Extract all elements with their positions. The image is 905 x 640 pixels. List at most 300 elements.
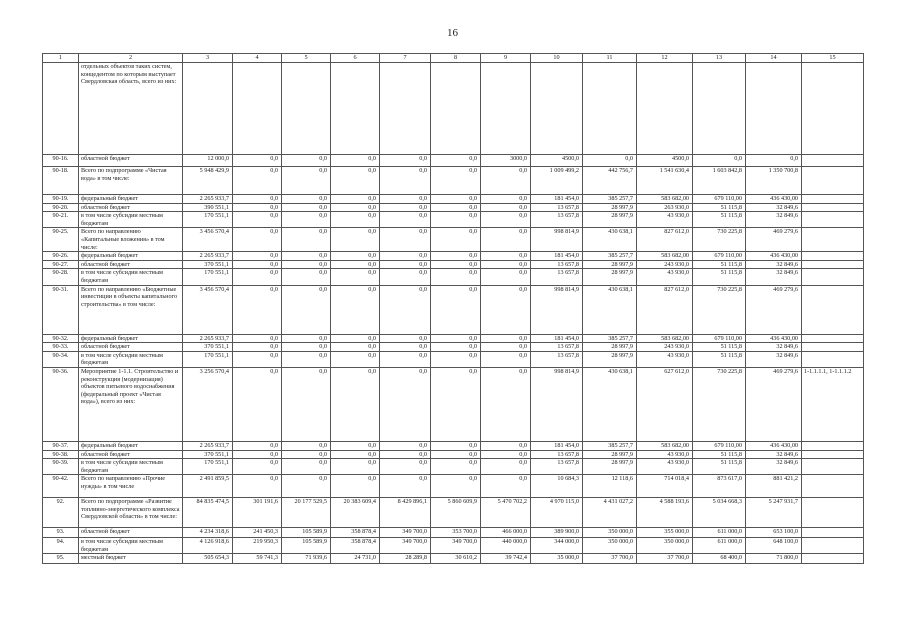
value-cell: 51 115,8	[693, 269, 746, 285]
table-row	[43, 367, 864, 441]
value-cell: 349 700,0	[431, 538, 481, 554]
value-cell: 0,0	[233, 367, 282, 441]
value-cell: 998 814,9	[531, 228, 583, 252]
value-cell: 0,0	[481, 285, 531, 334]
reference-cell	[802, 167, 864, 195]
value-cell: 37 700,0	[583, 554, 637, 564]
value-cell: 0,0	[282, 343, 331, 352]
value-cell: 0,0	[282, 252, 331, 261]
reference-cell	[802, 351, 864, 367]
value-cell: 350 000,0	[637, 538, 693, 554]
value-cell: 39 742,4	[481, 554, 531, 564]
value-cell: 827 612,0	[637, 285, 693, 334]
table-row	[43, 252, 864, 261]
row-number-cell: 90-33.	[43, 343, 79, 352]
value-cell: 0,0	[431, 252, 481, 261]
reference-cell	[802, 528, 864, 538]
value-cell: 0,0	[481, 228, 531, 252]
reference-cell	[802, 269, 864, 285]
row-label-cell: в том числе субсидии местным бюджетам	[79, 351, 183, 367]
value-cell: 0,0	[431, 343, 481, 352]
row-label-cell: федеральный бюджет	[79, 441, 183, 450]
table-row	[43, 155, 864, 167]
value-cell: 43 930,0	[637, 450, 693, 459]
value-cell: 353 700,0	[431, 528, 481, 538]
table-header-row	[43, 54, 864, 63]
value-cell: 0,0	[380, 285, 431, 334]
row-number-cell: 90-18.	[43, 167, 79, 195]
value-cell: 627 612,0	[637, 367, 693, 441]
value-cell: 24 731,0	[331, 554, 380, 564]
row-label-cell: федеральный бюджет	[79, 252, 183, 261]
value-cell: 0,0	[380, 475, 431, 498]
value-cell: 679 110,00	[693, 334, 746, 343]
value-cell: 385 257,7	[583, 252, 637, 261]
value-cell: 32 849,6	[746, 212, 802, 228]
value-cell: 344 000,0	[531, 538, 583, 554]
value-cell: 2 265 933,7	[183, 252, 233, 261]
value-cell: 0,0	[331, 228, 380, 252]
row-label-cell: Всего по направлению «Прочие нужды» в том числе	[79, 475, 183, 498]
value-cell: 0,0	[233, 195, 282, 204]
header-cell: 9	[481, 54, 531, 63]
value-cell: 0,0	[282, 167, 331, 195]
value-cell: 4500,0	[637, 155, 693, 167]
reference-cell	[802, 475, 864, 498]
reference-cell	[802, 459, 864, 475]
value-cell: 350 000,0	[583, 538, 637, 554]
value-cell: 3 456 570,4	[183, 228, 233, 252]
value-cell: 430 638,1	[583, 367, 637, 441]
value-cell: 43 930,0	[637, 351, 693, 367]
value-cell: 28 997,9	[583, 343, 637, 352]
value-cell: 0,0	[233, 203, 282, 212]
value-cell: 350 000,0	[583, 528, 637, 538]
value-cell: 0,0	[431, 367, 481, 441]
reference-cell	[802, 538, 864, 554]
table-row	[43, 528, 864, 538]
value-cell: 1 541 630,4	[637, 167, 693, 195]
value-cell: 13 657,8	[531, 212, 583, 228]
value-cell: 0,0	[380, 367, 431, 441]
header-cell: 7	[380, 54, 431, 63]
value-cell: 12 118,6	[583, 475, 637, 498]
value-cell: 28 997,9	[583, 351, 637, 367]
reference-cell	[802, 343, 864, 352]
value-cell: 998 814,9	[531, 367, 583, 441]
reference-cell	[802, 441, 864, 450]
row-label-cell: областной бюджет	[79, 343, 183, 352]
table-row	[43, 343, 864, 352]
value-cell: 0,0	[431, 450, 481, 459]
reference-cell	[802, 195, 864, 204]
value-cell: 2 265 933,7	[183, 195, 233, 204]
value-cell: 0,0	[331, 459, 380, 475]
value-cell: 28 997,9	[583, 269, 637, 285]
value-cell	[531, 63, 583, 155]
value-cell: 4 588 193,6	[637, 498, 693, 528]
value-cell: 2 491 859,5	[183, 475, 233, 498]
value-cell: 0,0	[331, 285, 380, 334]
value-cell	[693, 63, 746, 155]
value-cell: 243 930,0	[637, 343, 693, 352]
value-cell: 59 741,3	[233, 554, 282, 564]
value-cell: 0,0	[233, 285, 282, 334]
value-cell: 0,0	[282, 260, 331, 269]
value-cell: 385 257,7	[583, 441, 637, 450]
value-cell: 263 930,0	[637, 203, 693, 212]
value-cell: 13 657,8	[531, 351, 583, 367]
value-cell: 385 257,7	[583, 334, 637, 343]
value-cell	[331, 63, 380, 155]
row-number-cell: 90-26.	[43, 252, 79, 261]
value-cell: 0,0	[481, 351, 531, 367]
row-label-cell: Мероприятие 1-1.1. Строительство и реконструкция (модернизация) объектов питьевого водоснабжения (федеральный проект «Чистая вода»), всего из них:	[79, 367, 183, 441]
page-number: 16	[447, 27, 458, 39]
value-cell: 0,0	[282, 367, 331, 441]
value-cell: 0,0	[233, 212, 282, 228]
value-cell: 0,0	[331, 252, 380, 261]
value-cell: 0,0	[233, 155, 282, 167]
value-cell: 881 421,2	[746, 475, 802, 498]
value-cell: 1 009 499,2	[531, 167, 583, 195]
value-cell: 0,0	[282, 441, 331, 450]
value-cell: 0,0	[431, 269, 481, 285]
reference-cell	[802, 252, 864, 261]
header-cell: 1	[43, 54, 79, 63]
value-cell: 43 930,0	[637, 269, 693, 285]
header-cell: 6	[331, 54, 380, 63]
value-cell: 0,0	[331, 167, 380, 195]
value-cell: 370 551,1	[183, 343, 233, 352]
row-number-cell: 90-39.	[43, 459, 79, 475]
value-cell: 0,0	[331, 450, 380, 459]
value-cell: 679 110,00	[693, 252, 746, 261]
header-cell: 13	[693, 54, 746, 63]
value-cell: 28 997,9	[583, 203, 637, 212]
value-cell	[282, 63, 331, 155]
value-cell: 0,0	[233, 343, 282, 352]
table-row	[43, 260, 864, 269]
value-cell: 2 265 933,7	[183, 334, 233, 343]
value-cell: 13 657,8	[531, 450, 583, 459]
value-cell: 0,0	[331, 441, 380, 450]
value-cell: 71 800,0	[746, 554, 802, 564]
table-row	[43, 269, 864, 285]
value-cell: 0,0	[233, 334, 282, 343]
value-cell: 28 997,9	[583, 459, 637, 475]
value-cell: 13 657,8	[531, 203, 583, 212]
row-label-cell: в том числе субсидии местным бюджетам	[79, 269, 183, 285]
value-cell: 469 279,6	[746, 285, 802, 334]
row-number-cell: 92.	[43, 498, 79, 528]
value-cell: 0,0	[481, 252, 531, 261]
value-cell: 4 234 318,6	[183, 528, 233, 538]
value-cell: 0,0	[282, 212, 331, 228]
value-cell: 51 115,8	[693, 260, 746, 269]
value-cell: 0,0	[282, 203, 331, 212]
table-row	[43, 212, 864, 228]
value-cell: 0,0	[431, 285, 481, 334]
value-cell: 873 617,0	[693, 475, 746, 498]
header-cell: 2	[79, 54, 183, 63]
value-cell: 5 860 609,9	[431, 498, 481, 528]
value-cell: 730 225,8	[693, 367, 746, 441]
value-cell: 0,0	[233, 351, 282, 367]
value-cell: 0,0	[380, 459, 431, 475]
value-cell: 170 551,1	[183, 212, 233, 228]
row-label-cell: отдельных объектов таких систем, концедентом по которым выступает Свердловская область, всего из них:	[79, 63, 183, 155]
value-cell: 0,0	[331, 155, 380, 167]
value-cell: 0,0	[431, 212, 481, 228]
value-cell: 28 997,9	[583, 212, 637, 228]
row-number-cell: 90-38.	[43, 450, 79, 459]
value-cell: 0,0	[331, 269, 380, 285]
row-number-cell: 90-36.	[43, 367, 79, 441]
value-cell: 349 700,0	[380, 528, 431, 538]
value-cell: 0,0	[233, 252, 282, 261]
value-cell: 0,0	[380, 441, 431, 450]
table-row	[43, 441, 864, 450]
value-cell: 51 115,8	[693, 343, 746, 352]
value-cell: 13 657,8	[531, 459, 583, 475]
value-cell: 466 000,0	[481, 528, 531, 538]
reference-cell	[802, 334, 864, 343]
value-cell: 0,0	[431, 195, 481, 204]
value-cell: 0,0	[331, 343, 380, 352]
table-row	[43, 228, 864, 252]
value-cell: 469 279,6	[746, 367, 802, 441]
value-cell: 4500,0	[531, 155, 583, 167]
value-cell: 0,0	[331, 212, 380, 228]
value-cell: 0,0	[431, 351, 481, 367]
budget-table	[42, 53, 864, 564]
value-cell: 5 470 702,2	[481, 498, 531, 528]
value-cell: 0,0	[481, 195, 531, 204]
value-cell: 0,0	[331, 195, 380, 204]
value-cell: 0,0	[380, 155, 431, 167]
value-cell: 0,0	[481, 269, 531, 285]
value-cell: 13 657,8	[531, 343, 583, 352]
value-cell: 71 939,6	[282, 554, 331, 564]
value-cell: 32 849,6	[746, 351, 802, 367]
table-row	[43, 203, 864, 212]
table-row	[43, 63, 864, 155]
value-cell: 0,0	[380, 334, 431, 343]
value-cell: 32 849,6	[746, 203, 802, 212]
value-cell	[746, 63, 802, 155]
value-cell: 0,0	[431, 260, 481, 269]
value-cell: 0,0	[431, 441, 481, 450]
header-cell: 8	[431, 54, 481, 63]
value-cell: 0,0	[331, 475, 380, 498]
value-cell: 0,0	[380, 167, 431, 195]
value-cell: 37 700,0	[637, 554, 693, 564]
value-cell: 181 454,0	[531, 195, 583, 204]
value-cell: 0,0	[331, 203, 380, 212]
row-label-cell: областной бюджет	[79, 528, 183, 538]
value-cell: 4 431 027,2	[583, 498, 637, 528]
header-cell: 12	[637, 54, 693, 63]
value-cell: 0,0	[282, 351, 331, 367]
value-cell: 32 849,6	[746, 459, 802, 475]
value-cell: 0,0	[380, 343, 431, 352]
row-number-cell: 90-20.	[43, 203, 79, 212]
value-cell: 3000,0	[481, 155, 531, 167]
value-cell: 0,0	[431, 155, 481, 167]
reference-cell	[802, 554, 864, 564]
value-cell: 998 814,9	[531, 285, 583, 334]
value-cell: 0,0	[380, 228, 431, 252]
value-cell: 0,0	[331, 367, 380, 441]
value-cell: 181 454,0	[531, 441, 583, 450]
value-cell: 301 191,6	[233, 498, 282, 528]
value-cell: 583 682,00	[637, 334, 693, 343]
row-number-cell: 90-27.	[43, 260, 79, 269]
value-cell: 5 034 668,3	[693, 498, 746, 528]
value-cell: 611 000,0	[693, 538, 746, 554]
table-row	[43, 334, 864, 343]
value-cell: 20 383 609,4	[331, 498, 380, 528]
header-cell: 11	[583, 54, 637, 63]
value-cell: 0,0	[282, 450, 331, 459]
value-cell	[380, 63, 431, 155]
table-row	[43, 450, 864, 459]
table-row	[43, 554, 864, 564]
header-cell: 15	[802, 54, 864, 63]
reference-cell: 1-1.1.1.1, 1-1.1.1.2	[802, 367, 864, 441]
value-cell: 355 000,0	[637, 528, 693, 538]
row-label-cell: областной бюджет	[79, 203, 183, 212]
value-cell: 370 551,1	[183, 260, 233, 269]
value-cell: 827 612,0	[637, 228, 693, 252]
value-cell: 436 430,00	[746, 334, 802, 343]
reference-cell	[802, 260, 864, 269]
row-number-cell: 90-32.	[43, 334, 79, 343]
value-cell: 1 603 842,8	[693, 167, 746, 195]
value-cell: 10 684,3	[531, 475, 583, 498]
value-cell: 440 000,0	[481, 538, 531, 554]
row-label-cell: федеральный бюджет	[79, 334, 183, 343]
header-cell: 14	[746, 54, 802, 63]
row-label-cell: местный бюджет	[79, 554, 183, 564]
value-cell: 2 265 933,7	[183, 441, 233, 450]
value-cell: 181 454,0	[531, 334, 583, 343]
value-cell: 0,0	[233, 260, 282, 269]
row-number-cell: 90-42.	[43, 475, 79, 498]
value-cell: 0,0	[746, 155, 802, 167]
value-cell: 170 551,1	[183, 459, 233, 475]
value-cell: 0,0	[431, 167, 481, 195]
row-label-cell: областной бюджет	[79, 155, 183, 167]
value-cell: 3 456 570,4	[183, 285, 233, 334]
header-cell: 3	[183, 54, 233, 63]
value-cell: 4 126 918,6	[183, 538, 233, 554]
value-cell: 358 878,4	[331, 538, 380, 554]
value-cell: 389 900,0	[531, 528, 583, 538]
value-cell: 0,0	[481, 459, 531, 475]
value-cell: 32 849,6	[746, 450, 802, 459]
value-cell: 0,0	[481, 367, 531, 441]
value-cell: 3 256 570,4	[183, 367, 233, 441]
reference-cell	[802, 212, 864, 228]
value-cell: 241 450,3	[233, 528, 282, 538]
value-cell: 0,0	[331, 351, 380, 367]
value-cell: 370 551,1	[183, 450, 233, 459]
value-cell	[481, 63, 531, 155]
value-cell: 0,0	[282, 228, 331, 252]
row-number-cell: 90-34.	[43, 351, 79, 367]
row-number-cell: 95.	[43, 554, 79, 564]
value-cell: 714 018,4	[637, 475, 693, 498]
value-cell: 730 225,8	[693, 285, 746, 334]
value-cell: 5 948 429,9	[183, 167, 233, 195]
table-row	[43, 538, 864, 554]
value-cell: 43 930,0	[637, 212, 693, 228]
value-cell: 170 551,1	[183, 351, 233, 367]
reference-cell	[802, 498, 864, 528]
table-row	[43, 285, 864, 334]
value-cell: 30 610,2	[431, 554, 481, 564]
value-cell	[637, 63, 693, 155]
value-cell: 0,0	[431, 228, 481, 252]
value-cell: 0,0	[583, 155, 637, 167]
value-cell: 583 682,00	[637, 252, 693, 261]
value-cell: 349 700,0	[380, 538, 431, 554]
value-cell: 679 110,00	[693, 195, 746, 204]
value-cell: 1 350 700,8	[746, 167, 802, 195]
table-row	[43, 351, 864, 367]
row-number-cell	[43, 63, 79, 155]
value-cell: 0,0	[380, 203, 431, 212]
header-cell: 5	[282, 54, 331, 63]
value-cell: 105 589,9	[282, 528, 331, 538]
value-cell: 219 950,3	[233, 538, 282, 554]
row-label-cell: Всего по подпрограмме «Развитие топливно-энергетического комплекса Свердловской области» в том числе:	[79, 498, 183, 528]
value-cell: 679 110,00	[693, 441, 746, 450]
value-cell: 0,0	[431, 334, 481, 343]
value-cell: 0,0	[380, 212, 431, 228]
value-cell: 0,0	[233, 441, 282, 450]
value-cell: 181 454,0	[531, 252, 583, 261]
reference-cell	[802, 228, 864, 252]
value-cell: 170 551,1	[183, 269, 233, 285]
row-label-cell: Всего по направлению «Капитальные вложения» в том числе:	[79, 228, 183, 252]
value-cell: 430 638,1	[583, 228, 637, 252]
value-cell: 0,0	[331, 260, 380, 269]
value-cell: 0,0	[481, 343, 531, 352]
value-cell: 13 657,8	[531, 269, 583, 285]
value-cell: 0,0	[380, 450, 431, 459]
value-cell: 28 997,9	[583, 450, 637, 459]
row-number-cell: 90-21.	[43, 212, 79, 228]
value-cell: 0,0	[380, 260, 431, 269]
row-number-cell: 90-31.	[43, 285, 79, 334]
value-cell: 505 654,3	[183, 554, 233, 564]
value-cell: 611 000,0	[693, 528, 746, 538]
value-cell	[233, 63, 282, 155]
value-cell: 442 756,7	[583, 167, 637, 195]
value-cell: 51 115,8	[693, 203, 746, 212]
reference-cell	[802, 155, 864, 167]
row-number-cell: 94.	[43, 538, 79, 554]
value-cell: 648 100,0	[746, 538, 802, 554]
row-number-cell: 93.	[43, 528, 79, 538]
value-cell: 0,0	[481, 450, 531, 459]
value-cell: 0,0	[331, 334, 380, 343]
value-cell: 5 247 931,7	[746, 498, 802, 528]
value-cell: 84 835 474,5	[183, 498, 233, 528]
